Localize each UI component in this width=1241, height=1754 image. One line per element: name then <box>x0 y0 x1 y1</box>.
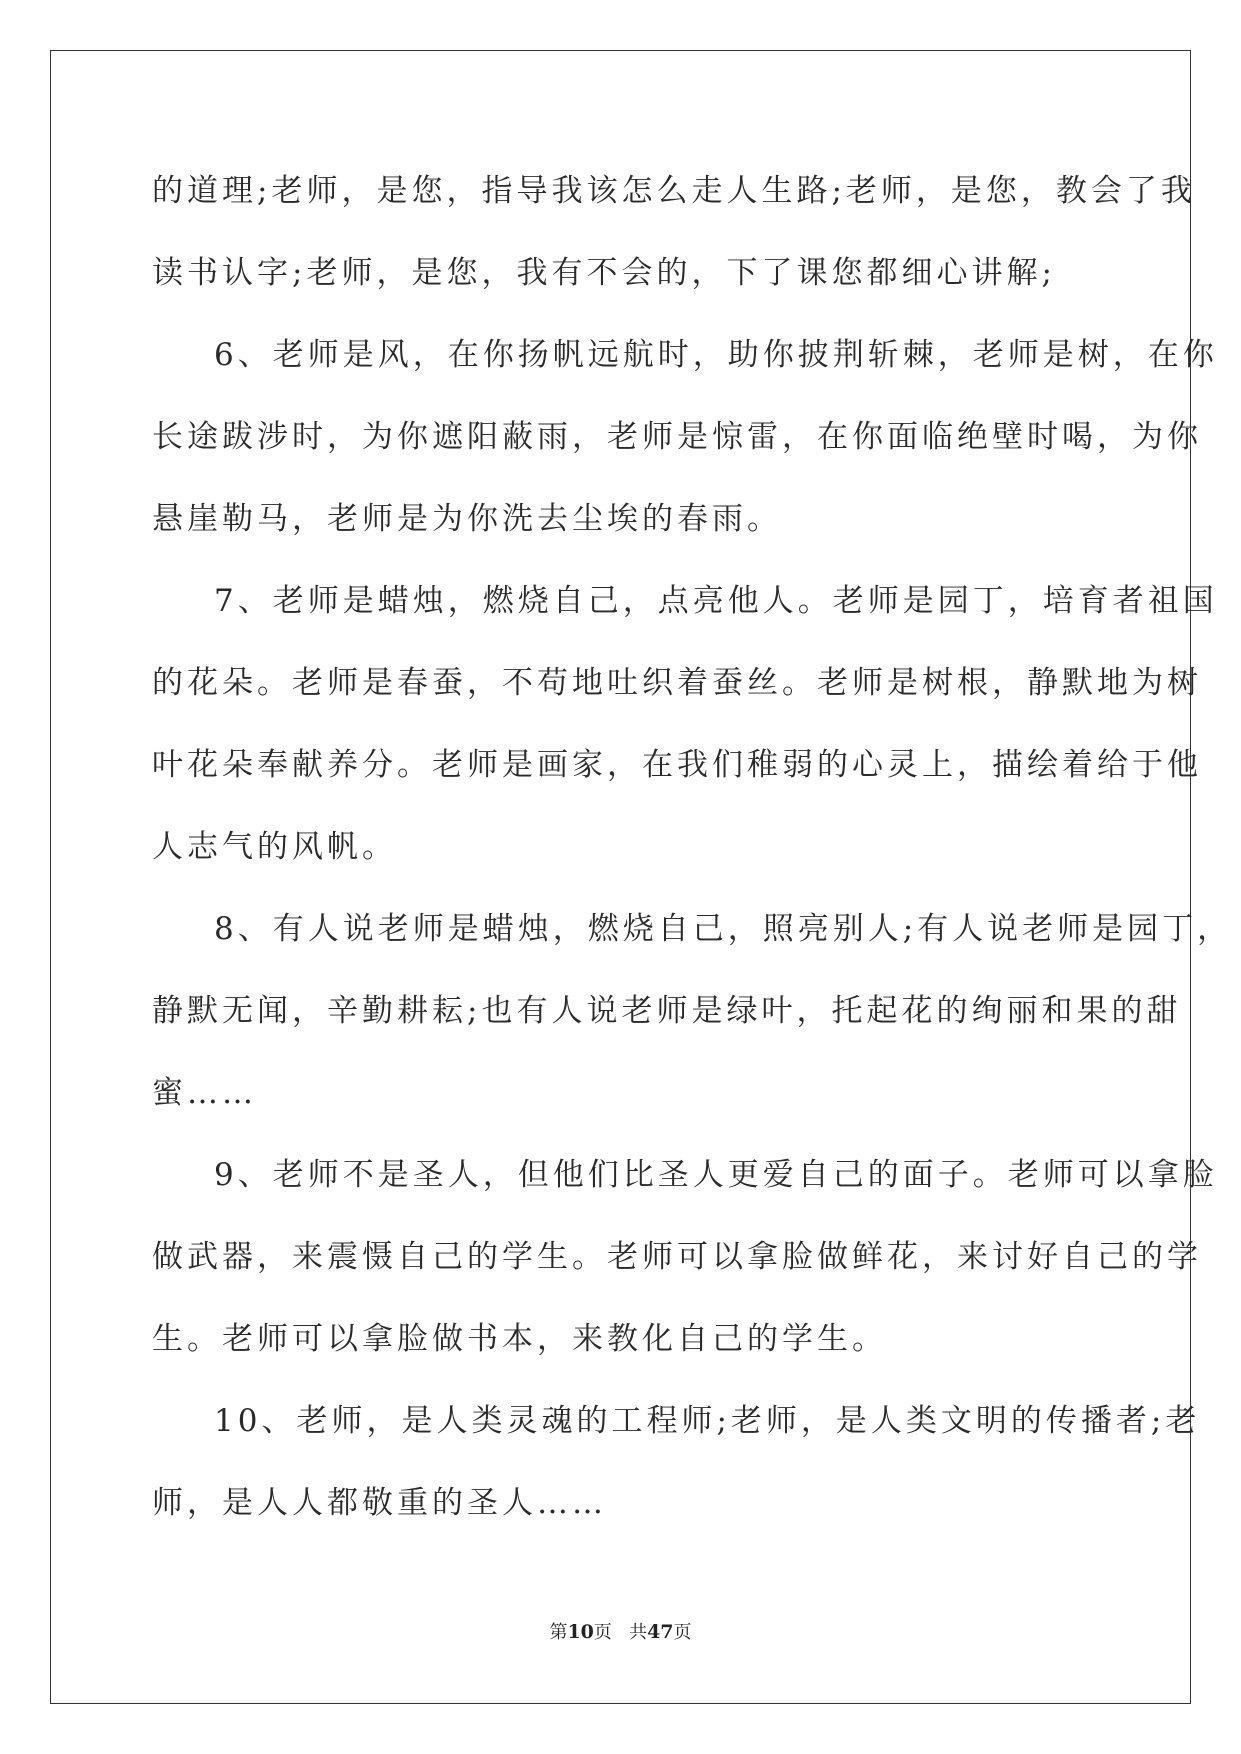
text-line: 做武器，来震慑自己的学生。老师可以拿脸做鲜花，来讨好自己的学 <box>152 1239 1202 1275</box>
document-body <box>152 150 1233 1544</box>
text-line: 生。老师可以拿脸做书本，来教化自己的学生。 <box>152 1321 887 1357</box>
text-line: 人志气的风帆。 <box>152 829 397 865</box>
text-line: 10、老师，是人类灵魂的工程师;老师，是人类文明的传播者;老 <box>214 1403 1201 1439</box>
text-line: 的道理;老师，是您，指导我该怎么走人生路;老师，是您，教会了我 <box>152 173 1196 209</box>
text-line: 的花朵。老师是春蚕，不苟地吐织着蚕丝。老师是树根，静默地为树 <box>152 665 1202 701</box>
text-line: 静默无闻，辛勤耕耘;也有人说老师是绿叶，托起花的绚丽和果的甜 <box>152 993 1182 1029</box>
text-line: 悬崖勒马，老师是为你洗去尘埃的春雨。 <box>152 501 782 537</box>
text-line: 叶花朵奉献养分。老师是画家，在我们稚弱的心灵上，描绘着给于他 <box>152 747 1202 783</box>
text-line: 蜜…… <box>152 1075 257 1111</box>
text-line: 师，是人人都敬重的圣人…… <box>152 1485 607 1521</box>
page-footer <box>0 1618 1241 1644</box>
text-line: 8、有人说老师是蜡烛，燃烧自己，照亮别人;有人说老师是园丁， <box>214 911 1233 947</box>
footer-prefix: 第 <box>549 1622 568 1643</box>
footer-page-suffix: 页 <box>593 1622 612 1643</box>
text-line: 读书认字;老师，是您，我有不会的，下了课您都细心讲解; <box>152 255 1056 291</box>
total-pages: 47 <box>647 1621 674 1643</box>
text-line: 7、老师是蜡烛，燃烧自己，点亮他人。老师是园丁，培育者祖国 <box>214 583 1218 619</box>
text-line: 长途跋涉时，为你遮阳蔽雨，老师是惊雷，在你面临绝壁时喝，为你 <box>152 419 1202 455</box>
footer-total-suffix: 页 <box>673 1622 692 1643</box>
text-line: 9、老师不是圣人，但他们比圣人更爱自己的面子。老师可以拿脸 <box>214 1157 1218 1193</box>
footer-total-prefix: 共 <box>629 1622 648 1643</box>
page-number: 10 <box>567 1621 594 1643</box>
text-line: 6、老师是风，在你扬帆远航时，助你披荆斩棘，老师是树，在你 <box>214 337 1218 373</box>
